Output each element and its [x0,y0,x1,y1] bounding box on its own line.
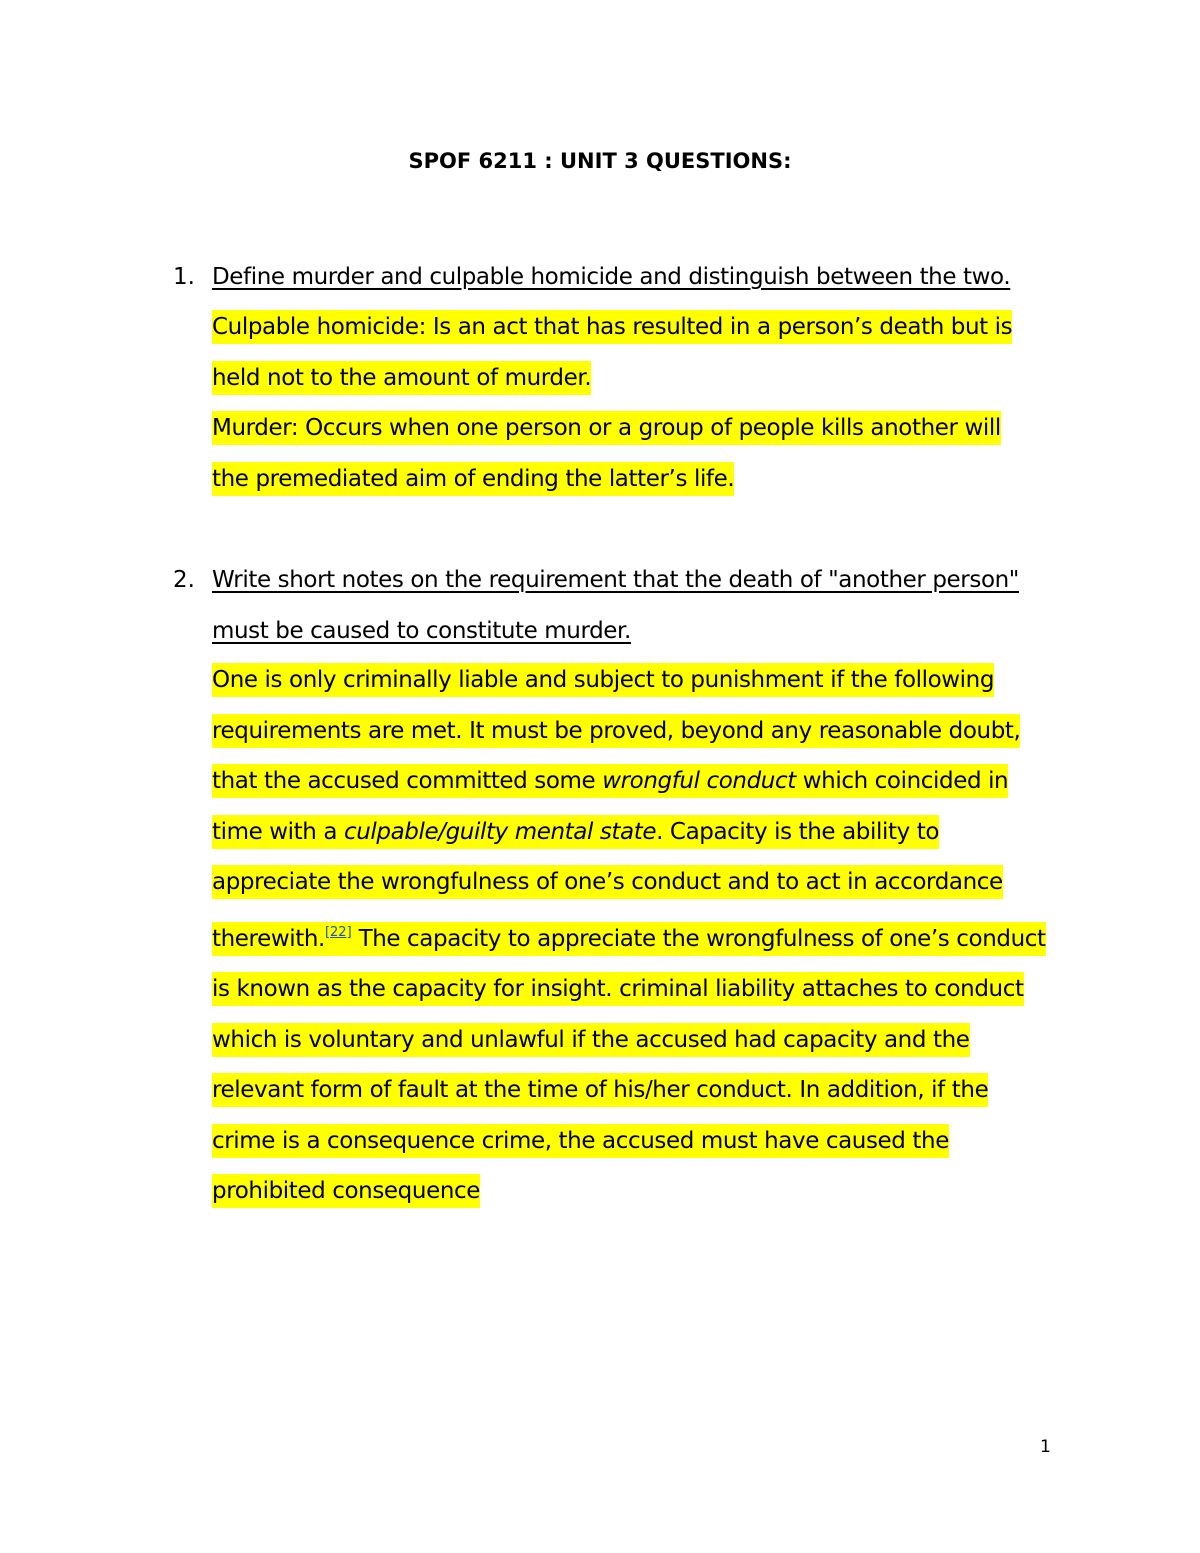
answer-2-line: is known as the capacity for insight. criminal liability attaches to conduct [212,972,1024,1006]
answer-2-line: One is only criminally liable and subject to punishment if the following [212,663,994,697]
answer-2-line: crime is a consequence crime, the accused must have caused the [212,1124,949,1158]
answer-2-italic: wrongful conduct [602,768,796,794]
answer-1-line: the premediated aim of ending the latter’s life. [212,462,734,496]
question-2-line-1: Write short notes on the requirement that the death of "another person" [212,567,1019,593]
question-2-line-2: must be caused to constitute murder. [212,617,631,644]
answer-2-line: prohibited consequence [212,1174,480,1208]
page-number: 1 [1040,1437,1051,1457]
question-1-line-1: Define murder and culpable homicide and distinguish between the two. [212,264,1011,290]
answer-2-line [212,764,1008,798]
answer-2-line [212,922,1046,956]
answer-2-text: time with a [212,818,344,845]
answer-2-text: The capacity to appreciate the wrongfulness of one’s conduct [351,925,1046,952]
answer-1-line: Culpable homicide: Is an act that has resulted in a person’s death but is [212,310,1012,344]
answer-2-line: appreciate the wrongfulness of one’s conduct and to act in accordance [212,865,1003,899]
question-1-text [212,252,1112,303]
answer-2-text: therewith. [212,925,325,952]
answer-1-line: held not to the amount of murder. [212,361,591,395]
answer-2-line: which is voluntary and unlawful if the accused had capacity and the [212,1023,970,1057]
question-2-number: 2. [173,567,195,593]
question-1-number: 1. [173,264,195,290]
question-2-text [212,555,1112,656]
answer-2-text: . Capacity is the ability to [656,818,939,845]
answer-2-text: that the accused committed some [212,768,603,794]
answer-2-line: requirements are met. It must be proved, beyond any reasonable doubt, [212,714,1020,748]
answer-2-italic: culpable/guilty mental state [344,818,657,845]
answer-1 [212,302,1112,504]
answer-2 [212,655,1112,1217]
answer-2-line: relevant form of fault at the time of his/her conduct. In addition, if the [212,1073,988,1107]
document-title: SPOF 6211 : UNIT 3 QUESTIONS: [408,149,792,173]
answer-2-text: which coincided in [795,768,1009,794]
answer-1-line: Murder: Occurs when one person or a group of people kills another will [212,411,1001,445]
footnote-link[interactable]: [22] [324,924,352,940]
answer-2-line [212,815,939,849]
